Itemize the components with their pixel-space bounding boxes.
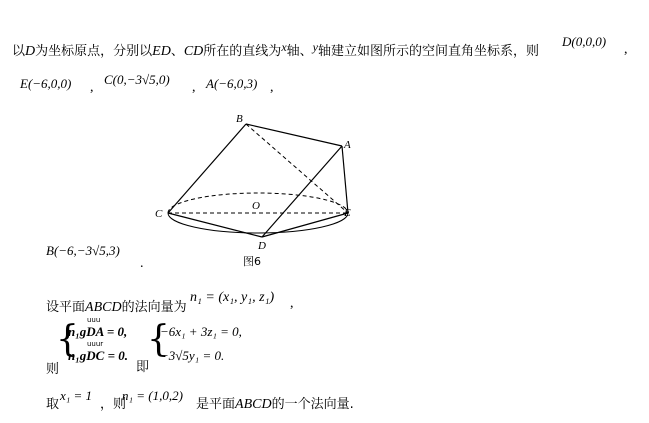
intro-prefix: 以 xyxy=(12,44,26,59)
system-row-4: −3√5y₁ = 0. xyxy=(160,348,225,363)
normal-line xyxy=(46,296,187,316)
segment-DE xyxy=(262,213,348,237)
text-ji: 即 xyxy=(136,360,150,375)
arrow-mark-DC: uuur xyxy=(87,340,104,348)
segment-BC xyxy=(168,124,246,213)
intro-ED: ED xyxy=(152,44,171,59)
conclusion-plane: ABCD xyxy=(235,397,272,412)
conclusion-x1: x₁ = 1 xyxy=(60,388,93,403)
intro-x: x xyxy=(281,40,287,54)
intro-y: y xyxy=(312,40,318,54)
comma-after-C: , xyxy=(192,80,196,95)
label-C: C xyxy=(155,208,163,220)
label-O: O xyxy=(252,200,260,212)
coord-B: B(−6,−3√5,3) xyxy=(46,243,120,258)
intro-text-4: 轴建立如图所示的空间直角坐标系，则 xyxy=(317,44,539,59)
intro-CD: CD xyxy=(183,44,204,59)
label-D: D xyxy=(258,240,266,252)
conclusion-text-2: ，则 xyxy=(100,397,127,412)
normal-comma: , xyxy=(290,296,294,311)
left-brace-1: { xyxy=(56,319,79,360)
normal-text-2: 的法向量为 xyxy=(121,300,187,315)
system-row-2: n₁gDC = 0. xyxy=(68,348,128,363)
conclusion-tail xyxy=(196,393,354,413)
segment-CD xyxy=(168,213,262,237)
figure-caption: 图6 xyxy=(243,255,261,268)
conclusion-text-1: 取 xyxy=(46,397,60,412)
segment-AD xyxy=(262,146,342,237)
intro-sep: 、 xyxy=(170,44,184,59)
intro-text-1: 为坐标原点，分别以 xyxy=(35,44,153,59)
system-row-3: −6x₁ + 3z₁ = 0, xyxy=(160,324,242,339)
text-ze: 则 xyxy=(46,362,60,377)
segment-BA xyxy=(246,124,342,146)
coord-D: D(0,0,0) xyxy=(562,34,607,49)
comma-after-A: , xyxy=(270,80,274,95)
conclusion-text-4: 的一个法向量. xyxy=(271,397,354,412)
coord-C: C(0,−3√5,0) xyxy=(104,72,170,87)
period-after-B: . xyxy=(140,256,144,271)
intro-D: D xyxy=(25,44,36,59)
comma-after-E: , xyxy=(90,80,94,95)
segment-AE xyxy=(342,146,348,213)
left-brace-2: { xyxy=(147,319,170,360)
segment-BE xyxy=(246,124,348,213)
label-E: E xyxy=(344,207,351,219)
system-row-1: n₁gDA = 0, xyxy=(68,324,128,339)
ellipse-front-arc xyxy=(168,213,348,233)
normal-vector-eq: n₁ = (x₁, y₁, z₁) xyxy=(190,290,275,305)
normal-text-1: 设平面 xyxy=(46,300,86,315)
intro-text-2: 所在的直线为 xyxy=(203,44,282,59)
normal-plane: ABCD xyxy=(85,300,122,315)
conclusion-n1: n₁ = (1,0,2) xyxy=(122,388,183,403)
coord-E: E(−6,0,0) xyxy=(20,76,72,91)
comma-after-D: , xyxy=(624,42,628,57)
label-B: B xyxy=(236,113,243,125)
label-A: A xyxy=(344,139,351,151)
coord-A: A(−6,0,3) xyxy=(206,76,258,91)
arrow-mark-DA: uuu xyxy=(87,316,101,324)
intro-text-3: 轴、 xyxy=(286,44,313,59)
conclusion-text-3: 是平面 xyxy=(196,397,236,412)
